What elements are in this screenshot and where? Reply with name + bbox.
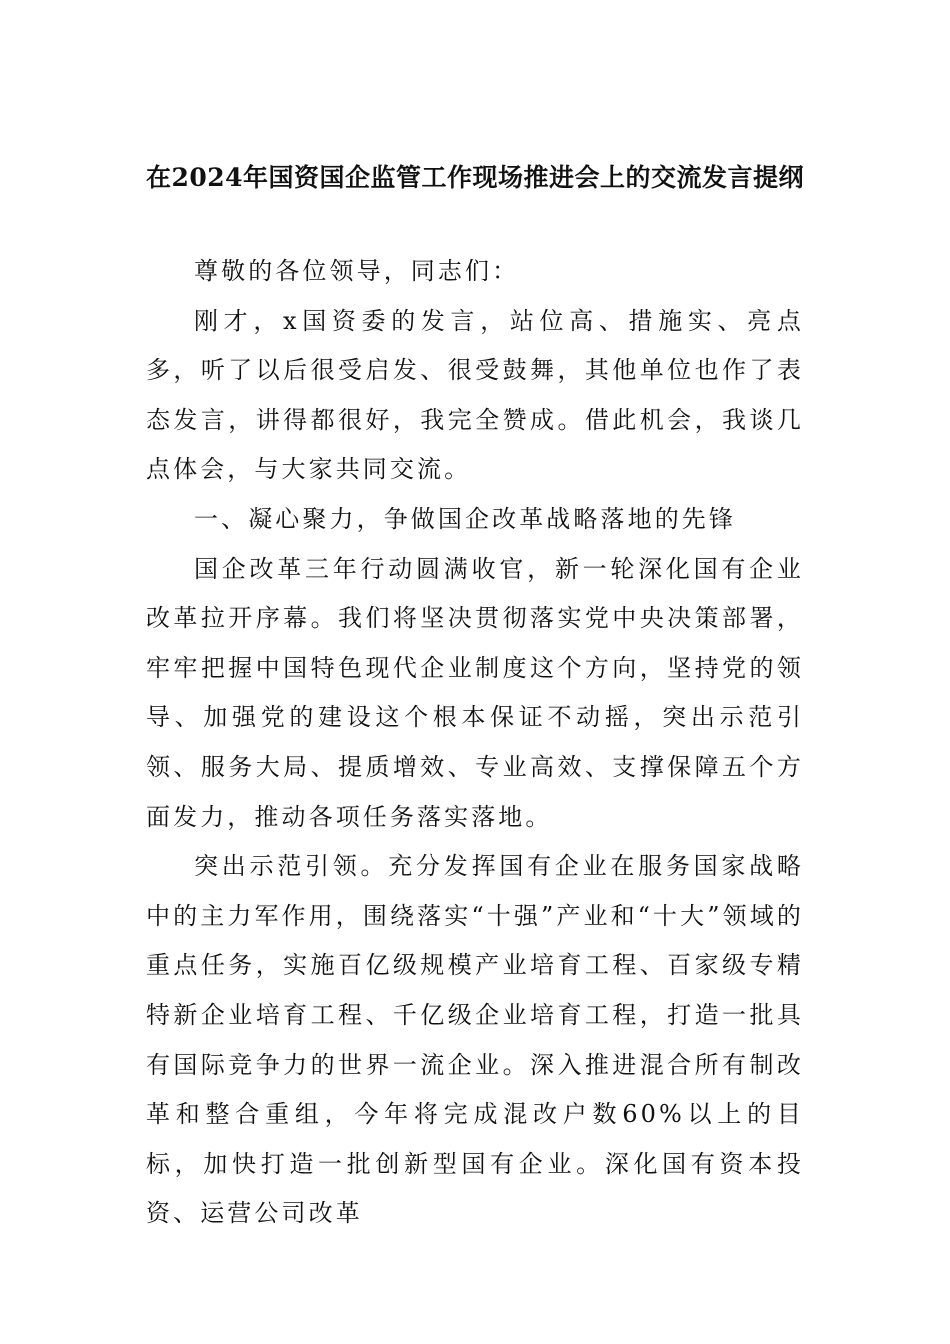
section-heading: 一、凝心聚力，争做国企改革战略落地的先锋 bbox=[194, 504, 736, 533]
document-body bbox=[146, 247, 804, 1239]
body-paragraph: 突出示范引领。充分发挥国有企业在服务国家战略中的主力军作用，围绕落实“十强”产业和“十大”领域的重点任务，实施百亿级规模产业培育工程、百家级专精特新企业培育工程、千亿级企业培育工程，打造一批具有国际竞争力的世界一流企业。深入推进混合所有制改革和整合重组，今年将完成混改户数60%以上的目标，加快打造一批创新型国有企业。深化国有资本投资、运营公司改革 bbox=[146, 852, 804, 1228]
salutation-paragraph: 尊敬的各位领导，同志们： bbox=[194, 257, 520, 285]
document-title: 在2024年国资国企监管工作现场推进会上的交流发言提纲 bbox=[145, 163, 805, 192]
body-paragraph: 国企改革三年行动圆满收官，新一轮深化国有企业改革拉开序幕。我们将坚决贯彻落实党中央决策部署，牢牢把握中国特色现代企业制度这个方向，坚持党的领导、加强党的建设这个根本保证不动摇，突出示范引领、服务大局、提质增效、专业高效、支撑保障五个方面发力，推动各项任务落实落地。 bbox=[146, 554, 804, 831]
opening-paragraph: 刚才，x国资委的发言，站位高、措施实、亮点多，听了以后很受启发、很受鼓舞，其他单位也作了表态发言，讲得都很好，我完全赞成。借此机会，我谈几点体会，与大家共同交流。 bbox=[146, 306, 804, 484]
